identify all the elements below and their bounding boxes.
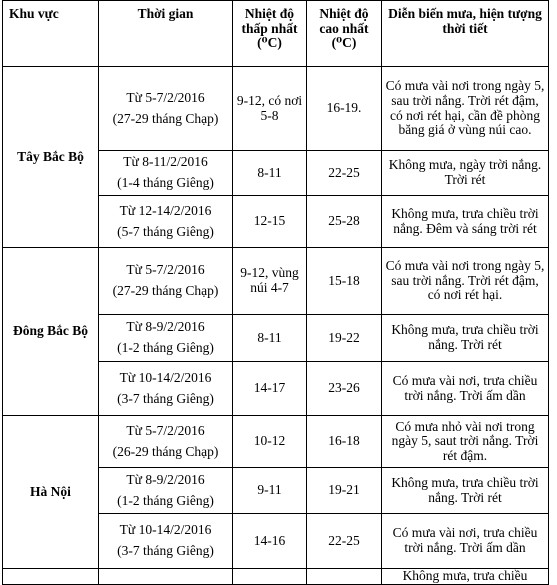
forecast-table-container <box>2 0 548 585</box>
max-temp-cell: 19-21 <box>307 468 382 514</box>
max-temp-cell: 25-28 <box>307 196 382 248</box>
period-date: Từ 5-7/2/2016 <box>126 422 205 438</box>
region-name: Tây Bắc Bộ <box>3 67 99 248</box>
period-date: Từ 8-9/2/2016 <box>126 319 205 335</box>
min-temp-cell: 9-12, vùng núi 4-7 <box>233 248 307 315</box>
period-lunar: (1-2 tháng Giêng) <box>117 492 214 508</box>
partial-cell <box>307 569 382 585</box>
max-temp-cell: 22-25 <box>307 514 382 569</box>
weather-cell: Không mưa, trưa chiều trời nắng. Trời rét <box>382 468 549 514</box>
period-cell <box>99 468 233 514</box>
partial-cell <box>3 569 99 585</box>
period-cell <box>99 362 233 416</box>
table-row-partial <box>3 569 549 585</box>
period-lunar: (5-7 tháng Giêng) <box>117 223 214 239</box>
period-lunar: (27-29 tháng Chạp) <box>112 110 219 126</box>
period-cell <box>99 248 233 315</box>
period-date: Từ 8-9/2/2016 <box>126 471 205 487</box>
weather-cell: Không mưa, trưa chiều trời nắng. Đêm và sáng trời rét <box>382 196 549 248</box>
max-temp-cell: 23-26 <box>307 362 382 416</box>
region-name: Đông Bắc Bộ <box>3 248 99 416</box>
period-cell <box>99 196 233 248</box>
period-cell <box>99 67 233 151</box>
header-max-temp: Nhiệt độ cao nhất (⁰C) <box>307 1 382 67</box>
weather-cell: Có mưa vài nơi, trưa chiều trời nắng. Trời ấm dần <box>382 514 549 569</box>
min-temp-cell: 8-11 <box>233 151 307 196</box>
min-temp-cell: 14-16 <box>233 514 307 569</box>
period-lunar: (1-2 tháng Giêng) <box>117 340 214 355</box>
table-row <box>3 416 549 468</box>
table-row <box>3 248 549 315</box>
max-temp-cell: 22-25 <box>307 151 382 196</box>
weather-cell: Có mưa vài nơi, trưa chiều trời nắng. Trời ấm dần <box>382 362 549 416</box>
weather-cell-partial: Không mưa, trưa chiều <box>382 569 549 585</box>
period-cell <box>99 151 233 196</box>
weather-cell: Có mưa nhỏ vài nơi trong ngày 5, saut trời nắng. Trời rét đậm. <box>382 416 549 468</box>
max-temp-cell: 16-18 <box>307 416 382 468</box>
max-temp-cell: 15-18 <box>307 248 382 315</box>
region-name: Hà Nội <box>3 416 99 569</box>
table-row <box>3 67 549 151</box>
period-lunar: (27-29 tháng Chạp) <box>112 283 219 298</box>
min-temp-cell: 12-15 <box>233 196 307 248</box>
header-min-temp: Nhiệt độ thấp nhất (⁰C) <box>233 1 307 67</box>
partial-cell <box>99 569 233 585</box>
weather-cell: Có mưa vài nơi trong ngày 5, sau trời nắng. Trời rét đậm, có nơi rét hại. <box>382 248 549 315</box>
period-date: Từ 10-14/2/2016 <box>119 369 212 385</box>
max-temp-cell: 16-19. <box>307 67 382 151</box>
period-lunar: (26-29 tháng Chạp) <box>112 443 219 459</box>
partial-cell <box>233 569 307 585</box>
header-row <box>3 1 549 67</box>
min-temp-cell: 10-12 <box>233 416 307 468</box>
period-cell <box>99 514 233 569</box>
min-temp-cell: 14-17 <box>233 362 307 416</box>
period-date: Từ 5-7/2/2016 <box>126 89 205 105</box>
weather-cell: Không mưa, ngày trời nắng. Trời rét <box>382 151 549 196</box>
period-lunar: (3-7 tháng Giêng) <box>117 390 214 406</box>
max-temp-cell: 19-22 <box>307 315 382 362</box>
period-date: Từ 10-14/2/2016 <box>119 522 212 538</box>
min-temp-cell: 9-11 <box>233 468 307 514</box>
period-lunar: (3-7 tháng Giêng) <box>117 543 214 558</box>
period-date: Từ 8-11/2/2016 <box>123 154 208 170</box>
header-time: Thời gian <box>99 1 233 67</box>
header-weather: Diễn biến mưa, hiện tượng thời tiết <box>382 1 549 67</box>
header-area: Khu vực <box>3 1 99 67</box>
forecast-table <box>2 0 549 585</box>
period-date: Từ 12-14/2/2016 <box>119 202 212 218</box>
min-temp-cell: 8-11 <box>233 315 307 362</box>
weather-cell: Không mưa, trưa chiều trời nắng. Trời rét <box>382 315 549 362</box>
period-cell <box>99 416 233 468</box>
period-cell <box>99 315 233 362</box>
min-temp-cell: 9-12, có nơi 5-8 <box>233 67 307 151</box>
period-lunar: (1-4 tháng Giêng) <box>117 175 214 190</box>
weather-cell: Có mưa vài nơi trong ngày 5, sau trời nắng. Trời rét đậm, có nơi rét hại, cần đề phòng băng giá ở vùng núi cao. <box>382 67 549 151</box>
period-date: Từ 5-7/2/2016 <box>126 262 205 278</box>
